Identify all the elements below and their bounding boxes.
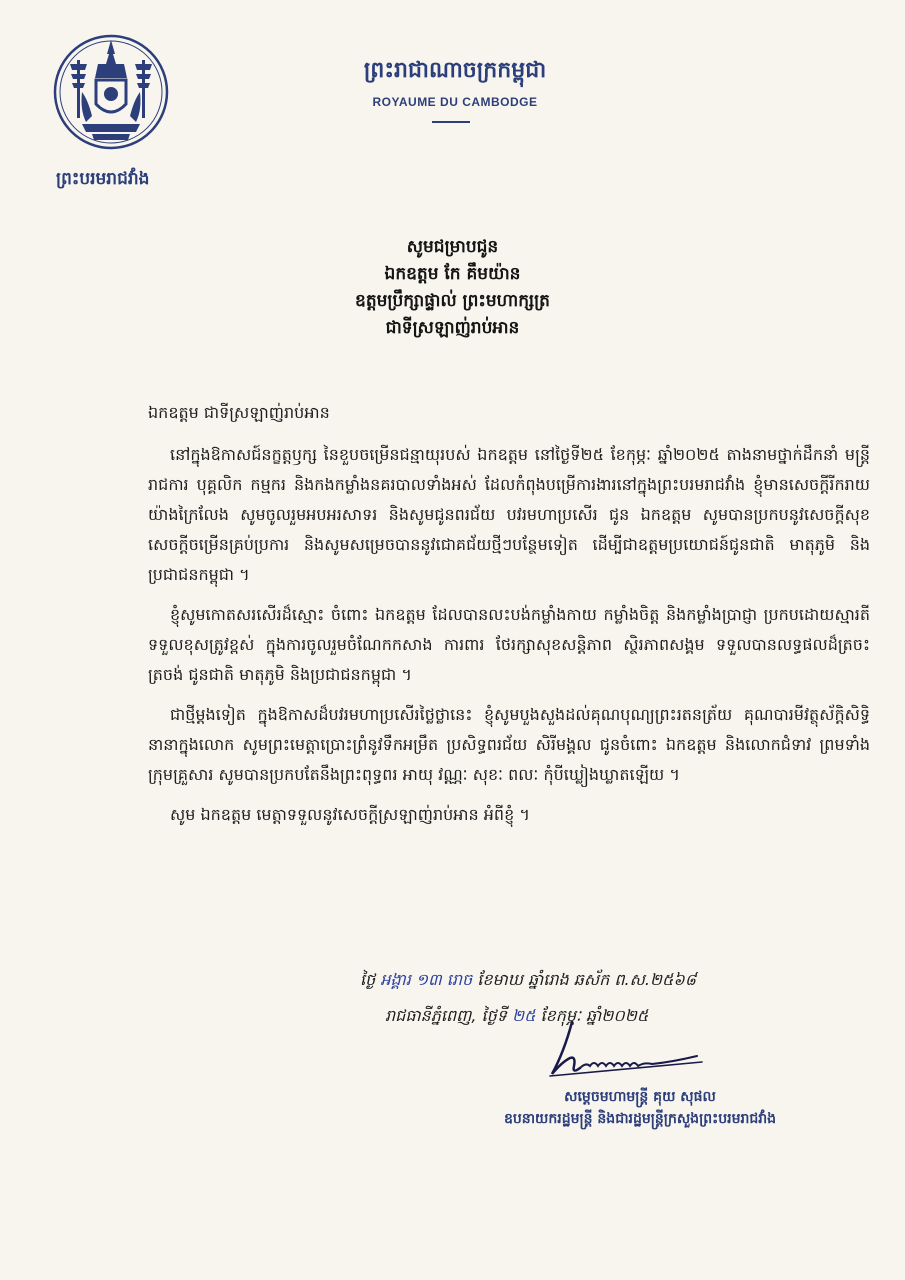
header-divider	[432, 121, 470, 123]
royal-emblem-icon	[52, 30, 170, 160]
solar-date-suffix: ខែកុម្ភៈ ឆ្នាំ២០២៥	[540, 1006, 649, 1025]
kingdom-title-khmer: ព្រះរាជាណាចក្រកម្ពុជា	[363, 57, 547, 83]
lunar-date-line	[360, 969, 860, 993]
solar-date-prefix: រាជធានីភ្នំពេញ, ថ្ងៃទី	[385, 1006, 507, 1025]
addressee-greeting: សូមជម្រាបជូន	[406, 237, 499, 257]
solar-date-handwritten-day: ២៥	[511, 1006, 536, 1025]
ministry-name-left: ព្រះបរមរាជវាំង	[56, 169, 150, 189]
addressee-block	[200, 234, 705, 342]
kingdom-title-french: ROYAUME DU CAMBODGE	[372, 95, 538, 109]
signature-icon	[532, 1012, 712, 1092]
signer-name: សម្តេចមហាមន្ត្រី គុយ សុផល	[564, 1089, 716, 1105]
addressee-epithet: ជាទីស្រឡាញ់រាប់អាន	[385, 318, 520, 338]
body-paragraph-3: ជាថ្មីម្តងទៀត ក្នុងឱកាសដ៏បវរមហាប្រសើរថ្លៃថ្លានេះ ខ្ញុំសូមបួងសួងដល់គុណបុណ្យព្រះរតនត្រ័យ គុណបារមីវត្ថុស័ក្តិសិទ្ធិនានាក្នុងលោក សូមព្រះមេត្តាប្រោះព្រំនូវទឹកអម្រឹត ប្រសិទ្ធពរជ័យ សិរីមង្គល ជូនចំពោះ ឯកឧត្តម និងលោកជំទាវ ព្រមទាំងក្រុមគ្រួសារ សូមបានប្រកបតែនឹងព្រះពុទ្ធពរ អាយុ វណ្ណៈ សុខៈ ពលៈ កុំបីឃ្លៀងឃ្លាតឡើយ ។	[148, 705, 870, 784]
salutation: ឯកឧត្តម ជាទីស្រឡាញ់រាប់អាន	[148, 403, 330, 422]
lunar-date-prefix: ថ្ងៃ	[360, 970, 376, 989]
closing-line: សូម ឯកឧត្តម មេត្តាទទួលនូវសេចក្តីស្រឡាញ់រាប់អាន អំពីខ្ញុំ ។	[170, 805, 530, 824]
letter-body	[148, 398, 870, 830]
lunar-date-handwritten: អង្គារ ១៣ រោច	[380, 970, 473, 989]
signer-block	[420, 1086, 860, 1130]
addressee-name: ឯកឧត្តម កែ គឹមយ៉ាន	[384, 264, 521, 284]
addressee-title: ឧត្តមប្រឹក្សាផ្ទាល់ ព្រះមហាក្សត្រ	[355, 291, 550, 311]
signer-title: ឧបនាយករដ្ឋមន្ត្រី និងជារដ្ឋមន្ត្រីក្រសួងព្រះបរមរាជវាំង	[503, 1111, 777, 1127]
body-paragraph-1: នៅក្នុងឱកាសជ៍នក្ខត្តឫក្ស នៃខួបចម្រើនជន្មាយុរបស់ ឯកឧត្តម នៅថ្ងៃទី២៥ ខែកុម្ភៈ ឆ្នាំ២០២៥ តាងនាមថ្នាក់ដឹកនាំ មន្ត្រីរាជការ បុគ្គលិក កម្មករ និងកងកម្លាំងនគរបាលទាំងអស់ ដែលកំពុងបម្រើការងារនៅក្នុងព្រះបរមរាជវាំង ខ្ញុំមានសេចក្តីរីករាយយ៉ាងក្រៃលែង សូមចូលរួមអបអរសាទរ និងសូមជូនពរជ័យ បវរមហាប្រសើរ ជូន ឯកឧត្តម សូមបានប្រកបនូវសេចក្តីសុខ សេចក្តីចម្រើនគ្រប់ប្រការ និងសូមសម្រេចបាននូវជោគជ័យថ្មីៗបន្ថែមទៀត ដើម្បីជាឧត្តមប្រយោជន៍ជូនជាតិ មាតុភូមិ និងប្រជាជនកម្ពុជា ។	[148, 445, 871, 584]
body-paragraph-2: ខ្ញុំសូមកោតសរសើរដ៏ស្មោះ ចំពោះ ឯកឧត្តម ដែលបានលះបង់កម្លាំងកាយ កម្លាំងចិត្ត និងកម្លាំងប្រាជ្ញា ប្រកបដោយស្មារតីទទួលខុសត្រូវខ្ពស់ ក្នុងការចូលរួមចំណែកកសាង ការពារ ថែរក្សាសុខសន្តិភាព ស្ថិរភាពសង្គម ទទួលបានលទ្ធផលដ៏ត្រចះត្រចង់ ជូនជាតិ មាតុភូមិ និងប្រជាជនកម្ពុជា ។	[148, 605, 870, 684]
lunar-date-suffix: ខែមាឃ ឆ្នាំរោង ឆស័ក ព.ស.២៥៦៨	[477, 970, 697, 989]
